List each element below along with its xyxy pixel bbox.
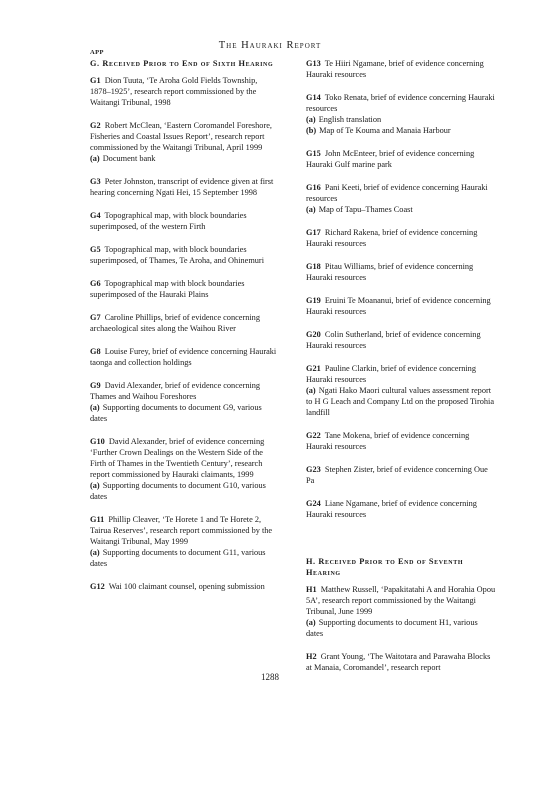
document-description: Toko Renata, brief of evidence concerning Hauraki resources bbox=[306, 93, 495, 113]
document-code: G2 bbox=[90, 121, 101, 130]
document-code: G1 bbox=[90, 76, 101, 85]
supporting-document bbox=[306, 204, 496, 215]
document-code: G11 bbox=[90, 515, 105, 524]
document-entry bbox=[306, 651, 496, 673]
document-code: G21 bbox=[306, 364, 321, 373]
sub-marker: (a) bbox=[90, 548, 100, 557]
document-description: Liane Ngamane, brief of evidence concerning Hauraki resources bbox=[306, 499, 477, 519]
document-entry bbox=[90, 278, 280, 300]
document-entry bbox=[306, 430, 496, 452]
supporting-document bbox=[90, 153, 280, 164]
document-entry bbox=[306, 182, 496, 215]
sub-description: Ngati Hako Maori cultural values assessment report to H G Leach and Company Ltd on the proposed Tirohia landfill bbox=[306, 386, 495, 417]
sub-description: Supporting documents to document G10, various dates bbox=[90, 481, 266, 501]
document-description: Louise Furey, brief of evidence concerning Hauraki taonga and collection holdings bbox=[90, 347, 277, 367]
section-heading-h: H. Received Prior to End of Seventh Hearing bbox=[306, 557, 464, 577]
document-description: Dion Tuuta, ‘Te Aroha Gold Fields Township, 1878–1925’, research report commissioned by the Waitangi Tribunal, 1998 bbox=[90, 76, 258, 107]
document-code: G13 bbox=[306, 59, 321, 68]
document-code: G22 bbox=[306, 431, 321, 440]
document-entry bbox=[90, 514, 280, 569]
supporting-document bbox=[90, 547, 280, 569]
document-entry bbox=[306, 295, 496, 317]
document-entry bbox=[90, 120, 280, 164]
document-entry bbox=[90, 581, 280, 592]
section-heading-g: G. Received Prior to End of Sixth Hearing bbox=[90, 59, 274, 68]
document-entry bbox=[306, 363, 496, 418]
document-code: H1 bbox=[306, 585, 317, 594]
document-code: G3 bbox=[90, 177, 101, 186]
document-entry bbox=[90, 346, 280, 368]
document-description: Topographical map, with block boundaries superimposed, of the western Firth bbox=[90, 211, 247, 231]
right-column bbox=[306, 58, 496, 685]
sub-marker: (b) bbox=[306, 126, 317, 135]
left-entries bbox=[90, 75, 280, 592]
document-entry bbox=[306, 498, 496, 520]
document-description: Topographical map with block boundaries superimposed of the Hauraki Plains bbox=[90, 279, 245, 299]
document-code: G20 bbox=[306, 330, 321, 339]
appendix-tag: APP bbox=[90, 49, 104, 56]
document-code: G16 bbox=[306, 183, 321, 192]
document-description: Pani Keeti, brief of evidence concerning Hauraki resources bbox=[306, 183, 488, 203]
supporting-document bbox=[306, 385, 496, 418]
supporting-document bbox=[306, 617, 496, 639]
sub-description: Map of Tapu–Thames Coast bbox=[318, 205, 413, 214]
document-code: G8 bbox=[90, 347, 101, 356]
document-entry bbox=[90, 312, 280, 334]
document-entry bbox=[90, 380, 280, 424]
document-description: Phillip Cleaver, ‘Te Horete 1 and Te Horete 2, Tairua Reserves’, research report commissioned by the Waitangi Tribunal, May 1999 bbox=[90, 515, 273, 546]
document-description: Pauline Clarkin, brief of evidence concerning Hauraki resources bbox=[306, 364, 476, 384]
document-code: G24 bbox=[306, 499, 321, 508]
document-description: David Alexander, brief of evidence concerning Thames and Waihou Foreshores bbox=[90, 381, 261, 401]
document-description: Te Hiiri Ngamane, brief of evidence concerning Hauraki resources bbox=[306, 59, 484, 79]
left-column bbox=[90, 58, 280, 604]
document-code: G18 bbox=[306, 262, 321, 271]
sub-marker: (a) bbox=[90, 403, 100, 412]
document-description: Tane Mokena, brief of evidence concerning Hauraki resources bbox=[306, 431, 470, 451]
document-description: Eruini Te Moananui, brief of evidence concerning Hauraki resources bbox=[306, 296, 491, 316]
document-description: Grant Young, ‘The Waitotara and Parawaha Blocks at Manaia, Coromandel’, research report bbox=[306, 652, 491, 672]
document-entry bbox=[90, 210, 280, 232]
document-description: Caroline Phillips, brief of evidence concerning archaeological sites along the Waihou River bbox=[90, 313, 260, 333]
document-code: G9 bbox=[90, 381, 101, 390]
supporting-document bbox=[306, 114, 496, 125]
page-number: 1288 bbox=[261, 672, 279, 682]
document-entry bbox=[306, 58, 496, 80]
sub-marker: (a) bbox=[90, 154, 100, 163]
sub-marker: (a) bbox=[90, 481, 100, 490]
document-description: David Alexander, brief of evidence concerning ‘Further Crown Dealings on the Western Side of the Firth of Thames in the Twentieth Century’, research report commissioned by Hauraki claimants, 1999 bbox=[90, 437, 265, 479]
running-title: The Hauraki Report bbox=[218, 40, 322, 51]
supporting-document bbox=[90, 480, 280, 502]
sub-description: Supporting documents to document G9, various dates bbox=[90, 403, 262, 423]
document-description: Colin Sutherland, brief of evidence concerning Hauraki resources bbox=[306, 330, 481, 350]
document-description: Robert McClean, ‘Eastern Coromandel Foreshore, Fisheries and Coastal Issues Report’, research report commissioned by the Waitangi Tribunal, April 1999 bbox=[90, 121, 272, 152]
document-description: Peter Johnston, transcript of evidence given at first hearing concerning Ngati Hei, 15 September 1998 bbox=[90, 177, 274, 197]
document-description: Matthew Russell, ‘Papakitatahi A and Horahia Opou 5A’, research report commissioned by the Waitangi Tribunal, June 1999 bbox=[306, 585, 496, 616]
document-entry bbox=[306, 464, 496, 486]
right-entries-h bbox=[306, 584, 496, 673]
document-code: G15 bbox=[306, 149, 321, 158]
sub-marker: (a) bbox=[306, 115, 316, 124]
sub-description: Map of Te Kouma and Manaia Harbour bbox=[319, 126, 451, 135]
right-entries bbox=[306, 58, 496, 520]
document-description: Richard Rakena, brief of evidence concerning Hauraki resources bbox=[306, 228, 478, 248]
sub-marker: (a) bbox=[306, 205, 316, 214]
document-code: G6 bbox=[90, 279, 101, 288]
document-code: G5 bbox=[90, 245, 101, 254]
document-description: John McEnteer, brief of evidence concerning Hauraki Gulf marine park bbox=[306, 149, 475, 169]
document-entry bbox=[90, 176, 280, 198]
document-entry bbox=[90, 75, 280, 108]
sub-description: Document bank bbox=[102, 154, 156, 163]
document-code: G12 bbox=[90, 582, 105, 591]
document-code: G7 bbox=[90, 313, 101, 322]
sub-description: Supporting documents to document G11, various dates bbox=[90, 548, 266, 568]
document-code: G17 bbox=[306, 228, 321, 237]
document-code: G10 bbox=[90, 437, 105, 446]
document-code: G23 bbox=[306, 465, 321, 474]
sub-description: Supporting documents to document H1, various dates bbox=[306, 618, 478, 638]
sub-marker: (a) bbox=[306, 386, 316, 395]
document-entry bbox=[90, 436, 280, 502]
document-description: Wai 100 claimant counsel, opening submission bbox=[108, 582, 265, 591]
document-entry bbox=[306, 92, 496, 136]
document-description: Pitau Williams, brief of evidence concerning Hauraki resources bbox=[306, 262, 474, 282]
document-entry bbox=[90, 244, 280, 266]
document-code: G14 bbox=[306, 93, 321, 102]
sub-description: English translation bbox=[318, 115, 382, 124]
document-entry bbox=[306, 329, 496, 351]
document-entry bbox=[306, 148, 496, 170]
document-description: Topographical map, with block boundaries superimposed, of Thames, Te Aroha, and Ohinemuri bbox=[90, 245, 265, 265]
supporting-document bbox=[90, 402, 280, 424]
sub-marker: (a) bbox=[306, 618, 316, 627]
document-entry bbox=[306, 261, 496, 283]
document-code: G19 bbox=[306, 296, 321, 305]
document-entry bbox=[306, 227, 496, 249]
document-code: G4 bbox=[90, 211, 101, 220]
supporting-document bbox=[306, 125, 496, 136]
document-code: H2 bbox=[306, 652, 317, 661]
document-entry bbox=[306, 584, 496, 639]
document-description: Stephen Zister, brief of evidence concerning Oue Pa bbox=[306, 465, 488, 485]
